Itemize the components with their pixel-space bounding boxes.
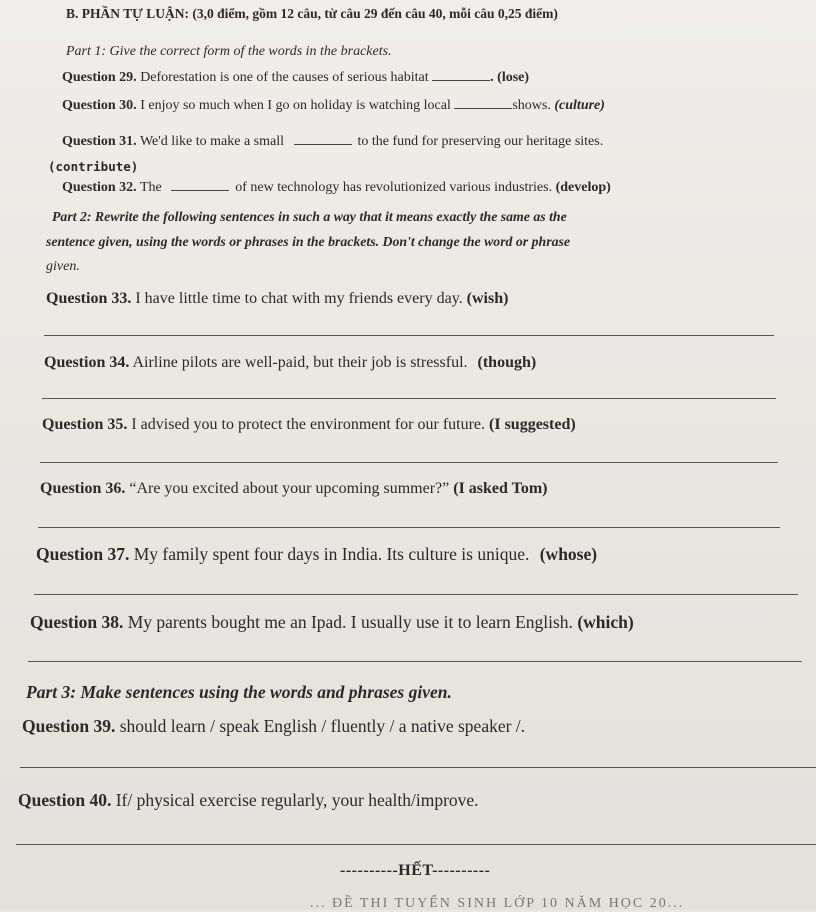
question-38-cue: (which) bbox=[577, 612, 634, 632]
question-31-cue: (contribute) bbox=[48, 159, 139, 174]
part2-line-2: sentence given, using the words or phrases in the brackets. Don't change the word or phrase bbox=[46, 234, 570, 249]
question-34-cue: (though) bbox=[477, 354, 537, 371]
question-30-after: shows. bbox=[512, 98, 551, 113]
question-34-label: Question 34. bbox=[44, 354, 130, 371]
question-33-label: Question 33. bbox=[46, 290, 132, 307]
question-29 bbox=[62, 70, 529, 86]
part3-title: Part 3: Make sentences using the words and phrases given. bbox=[26, 682, 452, 702]
question-35-cue: (I suggested) bbox=[489, 416, 576, 433]
answer-line-38[interactable] bbox=[28, 661, 802, 662]
answer-line-33[interactable] bbox=[44, 335, 774, 336]
part2-line-1: Part 2: Rewrite the following sentences in such a way that it means exactly the same as the bbox=[52, 209, 567, 224]
question-36-cue: (I asked Tom) bbox=[453, 480, 548, 497]
question-37-text: My family spent four days in India. Its culture is unique. bbox=[133, 544, 530, 564]
answer-line-36[interactable] bbox=[38, 527, 780, 528]
part2-line-3: given. bbox=[46, 259, 80, 274]
question-35-text: I advised you to protect the environment for our future. bbox=[131, 416, 486, 433]
question-38 bbox=[30, 612, 634, 633]
question-32-blank[interactable] bbox=[171, 189, 229, 191]
answer-line-40[interactable] bbox=[16, 844, 816, 845]
answer-line-35[interactable] bbox=[40, 462, 778, 463]
question-33 bbox=[46, 290, 508, 308]
end-marker: ----------HẾT---------- bbox=[340, 862, 491, 879]
question-40-label: Question 40. bbox=[18, 790, 112, 810]
question-30-before: I enjoy so much when I go on holiday is watching local bbox=[140, 98, 451, 113]
question-31-before: We'd like to make a small bbox=[139, 134, 285, 149]
question-30-cue: (culture) bbox=[554, 98, 605, 113]
question-31-blank[interactable] bbox=[294, 143, 352, 145]
question-38-label: Question 38. bbox=[30, 612, 124, 632]
answer-line-39[interactable] bbox=[20, 767, 816, 768]
question-37 bbox=[36, 544, 597, 565]
question-39-label: Question 39. bbox=[22, 716, 116, 736]
section-header: B. PHẦN TỰ LUẬN: (3,0 điểm, gồm 12 câu, từ câu 29 đến câu 40, mỗi câu 0,25 điểm) bbox=[66, 6, 558, 21]
question-40-text: If/ physical exercise regularly, your health/improve. bbox=[115, 790, 479, 810]
question-35-label: Question 35. bbox=[42, 416, 128, 433]
answer-line-37[interactable] bbox=[34, 594, 798, 595]
question-33-text: I have little time to chat with my friends every day. bbox=[135, 290, 463, 307]
question-31-label: Question 31. bbox=[62, 134, 137, 149]
question-37-cue: (whose) bbox=[539, 544, 598, 564]
question-37-label: Question 37. bbox=[36, 544, 130, 564]
question-32-after: of new technology has revolutionized various industries. bbox=[235, 180, 553, 195]
question-36-label: Question 36. bbox=[40, 480, 126, 497]
question-31 bbox=[62, 134, 603, 150]
question-33-cue: (wish) bbox=[466, 290, 509, 307]
question-39 bbox=[22, 716, 525, 737]
page-footer: ... ĐỀ THI TUYỂN SINH LỚP 10 NĂM HỌC 20... bbox=[310, 896, 685, 911]
question-39-text: should learn / speak English / fluently / a native speaker /. bbox=[119, 716, 526, 736]
question-35 bbox=[42, 416, 576, 434]
question-29-blank[interactable] bbox=[432, 79, 490, 81]
question-30-label: Question 30. bbox=[62, 98, 137, 113]
question-32-before: The bbox=[139, 180, 162, 195]
question-36-text: “Are you excited about your upcoming summer?” bbox=[129, 480, 450, 497]
question-38-text: My parents bought me an Ipad. I usually use it to learn English. bbox=[127, 612, 573, 632]
question-30 bbox=[62, 98, 605, 114]
question-32-label: Question 32. bbox=[62, 180, 137, 195]
question-29-label: Question 29. bbox=[62, 70, 137, 85]
question-34-text: Airline pilots are well-paid, but their job is stressful. bbox=[132, 354, 468, 371]
question-36 bbox=[40, 480, 548, 498]
question-32-cue: (develop) bbox=[555, 180, 611, 195]
part1-title: Part 1: Give the correct form of the words in the brackets. bbox=[66, 44, 392, 59]
question-29-after: . (lose) bbox=[490, 70, 530, 85]
question-31-after: to the fund for preserving our heritage sites. bbox=[357, 134, 604, 149]
answer-line-34[interactable] bbox=[42, 398, 776, 399]
question-32 bbox=[62, 180, 611, 196]
question-40 bbox=[18, 790, 479, 811]
question-34 bbox=[44, 354, 536, 372]
question-29-before: Deforestation is one of the causes of serious habitat bbox=[140, 70, 429, 85]
question-30-blank[interactable] bbox=[454, 107, 512, 109]
